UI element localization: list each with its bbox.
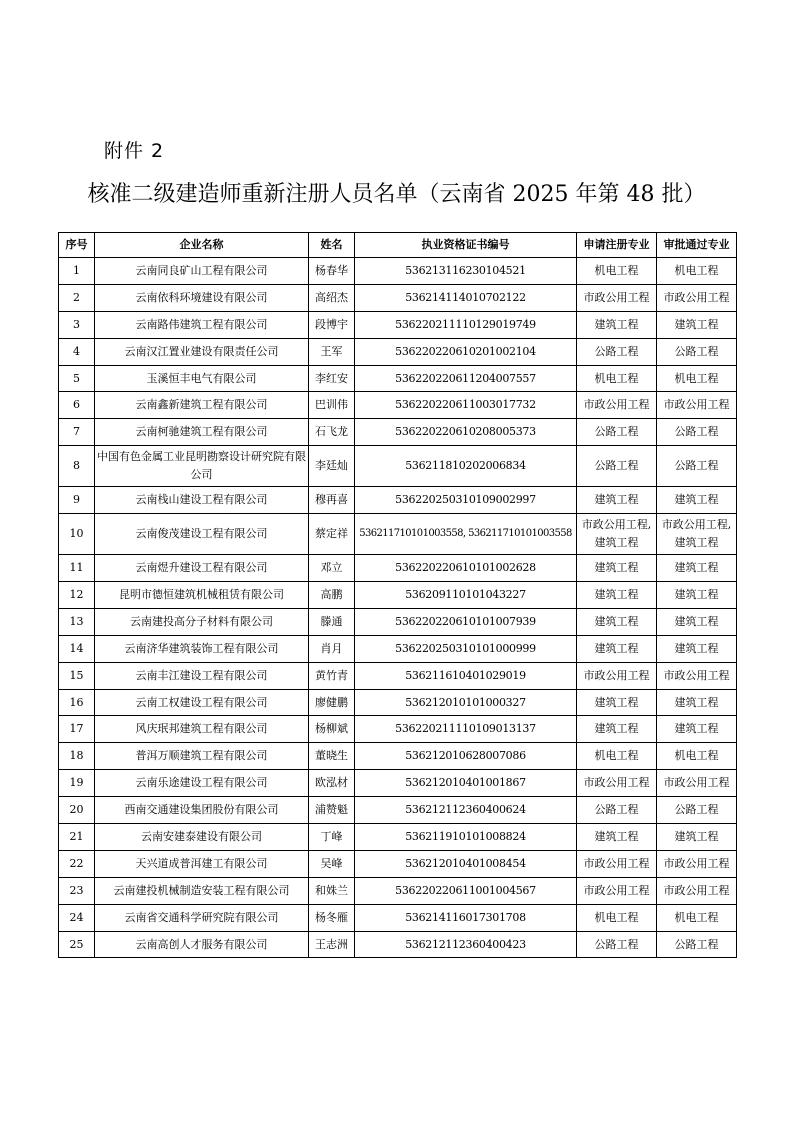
- attachment-label: 附件 2: [104, 140, 165, 162]
- cell-approved: 建筑工程: [657, 635, 737, 662]
- cell-company: 普洱万顺建筑工程有限公司: [95, 743, 309, 770]
- cell-approved: 市政公用工程: [657, 770, 737, 797]
- cell-cert: 536211610401029019: [355, 662, 577, 689]
- cell-applied: 市政公用工程: [577, 877, 657, 904]
- cell-approved: 建筑工程: [657, 608, 737, 635]
- cell-seq: 24: [59, 904, 95, 931]
- cell-company: 云南柯驰建筑工程有限公司: [95, 419, 309, 446]
- cell-approved: 市政公用工程, 建筑工程: [657, 514, 737, 555]
- cell-company: 中国有色金属工业昆明勘察设计研究院有限公司: [95, 446, 309, 487]
- cell-approved: 公路工程: [657, 446, 737, 487]
- cell-seq: 8: [59, 446, 95, 487]
- table-row: [59, 904, 737, 931]
- cell-applied: 建筑工程: [577, 608, 657, 635]
- cell-name: 杨春华: [309, 258, 355, 285]
- cell-name: 巴训伟: [309, 392, 355, 419]
- cell-cert: 536220220611001004567: [355, 877, 577, 904]
- table-row: [59, 770, 737, 797]
- cell-seq: 1: [59, 258, 95, 285]
- cell-name: 王志洲: [309, 931, 355, 958]
- cell-applied: 机电工程: [577, 743, 657, 770]
- cell-cert: 536220220610101007939: [355, 608, 577, 635]
- cell-cert: 536220220610208005373: [355, 419, 577, 446]
- cell-applied: 建筑工程: [577, 311, 657, 338]
- cell-cert: 536211810202006834: [355, 446, 577, 487]
- cell-seq: 4: [59, 338, 95, 365]
- cell-name: 和姝兰: [309, 877, 355, 904]
- table-row: [59, 743, 737, 770]
- cell-company: 云南煜升建设工程有限公司: [95, 555, 309, 582]
- cell-applied: 建筑工程: [577, 487, 657, 514]
- header-name: 姓名: [309, 233, 355, 258]
- cell-name: 吴峰: [309, 850, 355, 877]
- cell-cert: 536220220611204007557: [355, 365, 577, 392]
- cell-approved: 建筑工程: [657, 311, 737, 338]
- table-body: [59, 258, 737, 958]
- cell-name: 段博宇: [309, 311, 355, 338]
- cell-name: 滕通: [309, 608, 355, 635]
- cell-applied: 市政公用工程: [577, 662, 657, 689]
- cell-cert: 536214114010702122: [355, 284, 577, 311]
- cell-applied: 市政公用工程: [577, 392, 657, 419]
- table-row: [59, 338, 737, 365]
- cell-applied: 市政公用工程, 建筑工程: [577, 514, 657, 555]
- cell-seq: 25: [59, 931, 95, 958]
- cell-applied: 建筑工程: [577, 824, 657, 851]
- cell-approved: 建筑工程: [657, 555, 737, 582]
- cell-company: 云南高创人才服务有限公司: [95, 931, 309, 958]
- cell-cert: 536212112360400624: [355, 797, 577, 824]
- table-row: [59, 582, 737, 609]
- cell-seq: 2: [59, 284, 95, 311]
- cell-approved: 公路工程: [657, 338, 737, 365]
- document-title: 核准二级建造师重新注册人员名单（云南省 2025 年第 48 批）: [87, 182, 706, 207]
- cell-applied: 建筑工程: [577, 555, 657, 582]
- table-row: [59, 392, 737, 419]
- cell-cert: 536212010401001867: [355, 770, 577, 797]
- cell-company: 云南汉江置业建设有限责任公司: [95, 338, 309, 365]
- cell-applied: 公路工程: [577, 931, 657, 958]
- cell-seq: 22: [59, 850, 95, 877]
- cell-company: 云南建投机械制造安装工程有限公司: [95, 877, 309, 904]
- cell-name: 肖月: [309, 635, 355, 662]
- cell-cert: 536211710101003558, 536211710101003558: [355, 514, 577, 555]
- cell-applied: 机电工程: [577, 904, 657, 931]
- table-row: [59, 797, 737, 824]
- cell-approved: 机电工程: [657, 258, 737, 285]
- cell-seq: 23: [59, 877, 95, 904]
- cell-cert: 536220220610201002104: [355, 338, 577, 365]
- cell-company: 云南丰江建设工程有限公司: [95, 662, 309, 689]
- table-row: [59, 716, 737, 743]
- cell-approved: 建筑工程: [657, 824, 737, 851]
- table-row: [59, 931, 737, 958]
- cell-name: 高鹏: [309, 582, 355, 609]
- cell-cert: 536212112360400423: [355, 931, 577, 958]
- cell-company: 云南工权建设工程有限公司: [95, 689, 309, 716]
- cell-company: 昆明市德恒建筑机械租赁有限公司: [95, 582, 309, 609]
- cell-approved: 市政公用工程: [657, 392, 737, 419]
- cell-seq: 18: [59, 743, 95, 770]
- cell-cert: 536214116017301708: [355, 904, 577, 931]
- registration-table: [58, 232, 737, 958]
- table-row: [59, 555, 737, 582]
- cell-applied: 机电工程: [577, 365, 657, 392]
- cell-applied: 建筑工程: [577, 635, 657, 662]
- cell-seq: 15: [59, 662, 95, 689]
- cell-company: 云南鑫新建筑工程有限公司: [95, 392, 309, 419]
- cell-name: 王军: [309, 338, 355, 365]
- cell-approved: 机电工程: [657, 904, 737, 931]
- cell-name: 石飞龙: [309, 419, 355, 446]
- table-row: [59, 824, 737, 851]
- table-row: [59, 662, 737, 689]
- cell-company: 云南同良矿山工程有限公司: [95, 258, 309, 285]
- table-row: [59, 446, 737, 487]
- cell-cert: 536220250310101000999: [355, 635, 577, 662]
- cell-approved: 公路工程: [657, 797, 737, 824]
- cell-applied: 市政公用工程: [577, 284, 657, 311]
- header-seq: 序号: [59, 233, 95, 258]
- cell-seq: 11: [59, 555, 95, 582]
- cell-name: 欧泓材: [309, 770, 355, 797]
- cell-cert: 536220211110109013137: [355, 716, 577, 743]
- table-row: [59, 258, 737, 285]
- cell-name: 廖健鹏: [309, 689, 355, 716]
- cell-applied: 公路工程: [577, 446, 657, 487]
- table-row: [59, 850, 737, 877]
- cell-applied: 建筑工程: [577, 582, 657, 609]
- table-row: [59, 608, 737, 635]
- cell-cert: 536220250310109002997: [355, 487, 577, 514]
- cell-seq: 7: [59, 419, 95, 446]
- cell-approved: 市政公用工程: [657, 877, 737, 904]
- table-row: [59, 487, 737, 514]
- cell-applied: 建筑工程: [577, 716, 657, 743]
- table-row: [59, 284, 737, 311]
- header-approved: 审批通过专业: [657, 233, 737, 258]
- table-row: [59, 365, 737, 392]
- cell-approved: 机电工程: [657, 365, 737, 392]
- cell-seq: 19: [59, 770, 95, 797]
- cell-applied: 公路工程: [577, 419, 657, 446]
- cell-cert: 536220220610101002628: [355, 555, 577, 582]
- cell-seq: 5: [59, 365, 95, 392]
- cell-approved: 市政公用工程: [657, 284, 737, 311]
- table-row: [59, 877, 737, 904]
- cell-company: 西南交通建设集团股份有限公司: [95, 797, 309, 824]
- cell-name: 浦赞魁: [309, 797, 355, 824]
- cell-cert: 536212010628007086: [355, 743, 577, 770]
- cell-applied: 建筑工程: [577, 689, 657, 716]
- cell-seq: 13: [59, 608, 95, 635]
- cell-seq: 10: [59, 514, 95, 555]
- cell-seq: 20: [59, 797, 95, 824]
- cell-cert: 536220220611003017732: [355, 392, 577, 419]
- cell-company: 风庆珉邦建筑工程有限公司: [95, 716, 309, 743]
- cell-company: 云南建投高分子材料有限公司: [95, 608, 309, 635]
- cell-name: 黄竹青: [309, 662, 355, 689]
- cell-approved: 建筑工程: [657, 689, 737, 716]
- cell-name: 蔡定祥: [309, 514, 355, 555]
- cell-applied: 公路工程: [577, 797, 657, 824]
- table-row: [59, 311, 737, 338]
- cell-company: 云南路伟建筑工程有限公司: [95, 311, 309, 338]
- cell-approved: 机电工程: [657, 743, 737, 770]
- cell-approved: 建筑工程: [657, 487, 737, 514]
- cell-seq: 17: [59, 716, 95, 743]
- cell-cert: 536211910101008824: [355, 824, 577, 851]
- cell-approved: 建筑工程: [657, 716, 737, 743]
- cell-name: 杨柳斌: [309, 716, 355, 743]
- cell-seq: 6: [59, 392, 95, 419]
- cell-company: 玉溪恒丰电气有限公司: [95, 365, 309, 392]
- cell-name: 邓立: [309, 555, 355, 582]
- cell-company: 云南乐途建设工程有限公司: [95, 770, 309, 797]
- cell-approved: 公路工程: [657, 931, 737, 958]
- cell-cert: 536209110101043227: [355, 582, 577, 609]
- cell-name: 丁峰: [309, 824, 355, 851]
- cell-cert: 536212010401008454: [355, 850, 577, 877]
- cell-cert: 536220211110129019749: [355, 311, 577, 338]
- table-row: [59, 514, 737, 555]
- cell-approved: 市政公用工程: [657, 662, 737, 689]
- cell-company: 云南栈山建设工程有限公司: [95, 487, 309, 514]
- cell-company: 云南济华建筑装饰工程有限公司: [95, 635, 309, 662]
- cell-applied: 公路工程: [577, 338, 657, 365]
- table-row: [59, 635, 737, 662]
- cell-seq: 16: [59, 689, 95, 716]
- cell-company: 云南省交通科学研究院有限公司: [95, 904, 309, 931]
- cell-seq: 14: [59, 635, 95, 662]
- cell-company: 天兴道成普洱建工有限公司: [95, 850, 309, 877]
- cell-applied: 机电工程: [577, 258, 657, 285]
- header-company: 企业名称: [95, 233, 309, 258]
- cell-name: 高绍杰: [309, 284, 355, 311]
- header-cert: 执业资格证书编号: [355, 233, 577, 258]
- cell-applied: 市政公用工程: [577, 850, 657, 877]
- cell-approved: 公路工程: [657, 419, 737, 446]
- cell-seq: 3: [59, 311, 95, 338]
- cell-cert: 536213116230104521: [355, 258, 577, 285]
- table-header-row: [59, 233, 737, 258]
- cell-name: 穆再喜: [309, 487, 355, 514]
- cell-approved: 建筑工程: [657, 582, 737, 609]
- cell-seq: 9: [59, 487, 95, 514]
- cell-approved: 市政公用工程: [657, 850, 737, 877]
- table-row: [59, 689, 737, 716]
- cell-seq: 12: [59, 582, 95, 609]
- cell-company: 云南依科环境建设有限公司: [95, 284, 309, 311]
- cell-name: 李廷灿: [309, 446, 355, 487]
- header-applied: 申请注册专业: [577, 233, 657, 258]
- cell-name: 李红安: [309, 365, 355, 392]
- cell-applied: 市政公用工程: [577, 770, 657, 797]
- cell-cert: 536212010101000327: [355, 689, 577, 716]
- cell-company: 云南安建泰建设有限公司: [95, 824, 309, 851]
- table-row: [59, 419, 737, 446]
- cell-name: 董晓生: [309, 743, 355, 770]
- cell-seq: 21: [59, 824, 95, 851]
- cell-company: 云南俊茂建设工程有限公司: [95, 514, 309, 555]
- cell-name: 杨冬雁: [309, 904, 355, 931]
